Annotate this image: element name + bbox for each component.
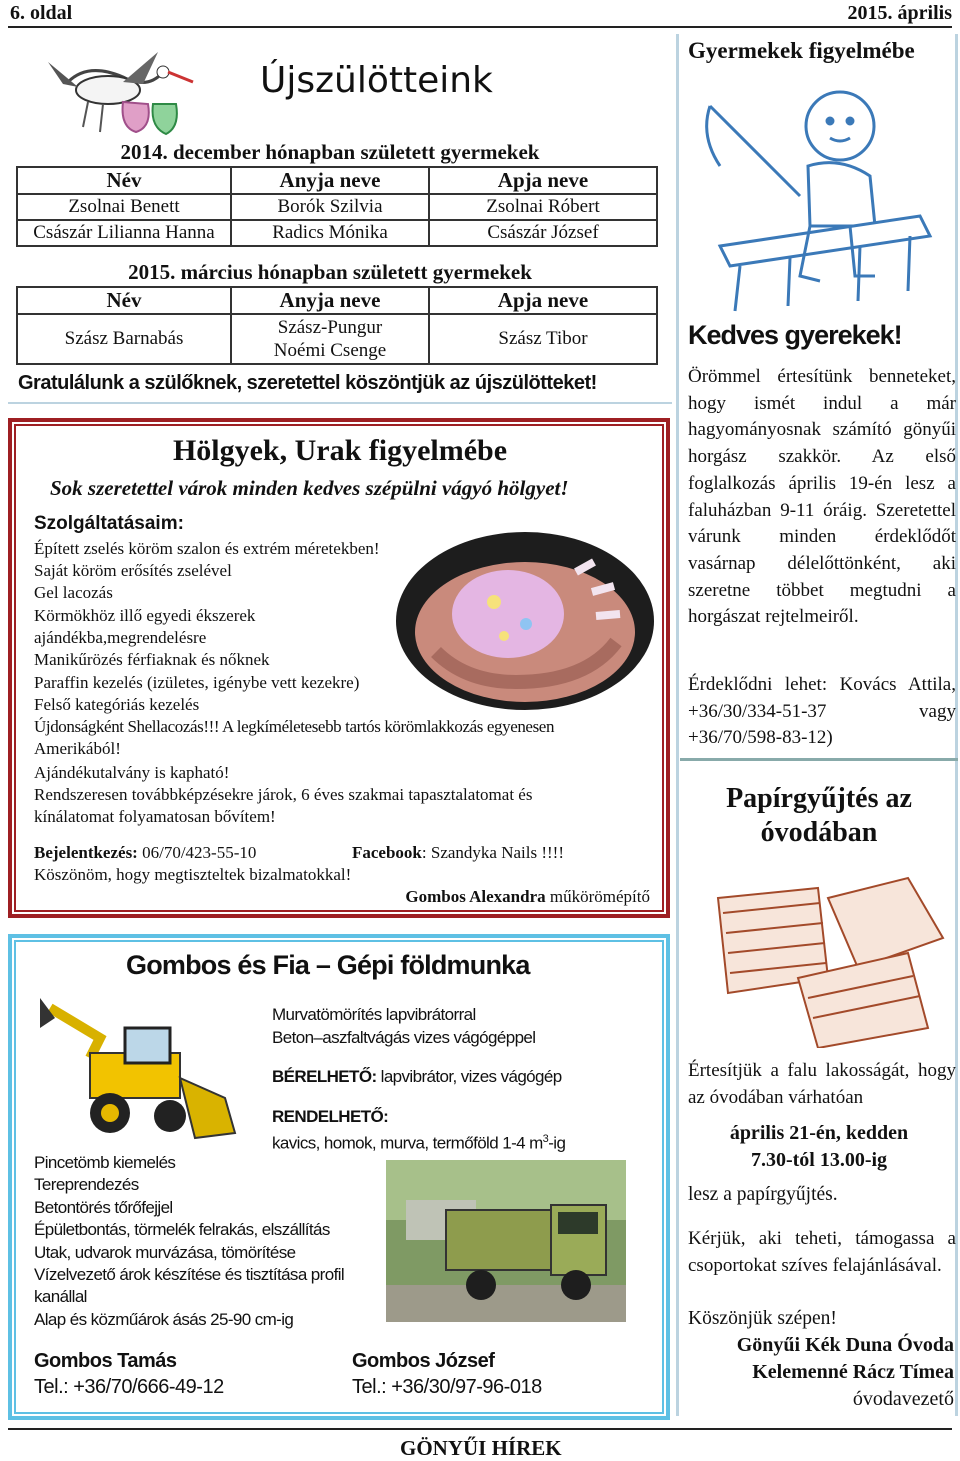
service-line: Saját köröm erősítés zselével — [34, 561, 232, 580]
newspaper-name: GÖNYŰI HÍREK — [400, 1436, 562, 1460]
truck-photo — [386, 1160, 626, 1322]
ladies-title: Hölgyek, Urak figyelmébe — [172, 434, 508, 467]
issue-date: 2015. április — [847, 2, 952, 24]
service-line: Gel lacozás — [34, 583, 113, 602]
service-line: Körmökhöz illő egyedi ékszerek — [34, 606, 256, 625]
nail-photo — [396, 532, 654, 710]
excavation-title: Gombos és Fia – Gépi földmunka — [126, 950, 530, 980]
service-line: Épületbontás, törmelék felrakás, elszállítás — [34, 1220, 330, 1239]
congratulations-text: Gratulálunk a szülőknek, szeretettel köszöntjük az újszülötteket! — [18, 372, 597, 394]
rent-value: lapvibrátor, vizes vágógép — [376, 1067, 562, 1086]
column-header: Anyja neve — [231, 167, 429, 194]
paper-role: óvodavezető — [852, 1388, 954, 1410]
section-divider — [8, 402, 672, 404]
paper-org: Gönyűi Kék Duna Óvoda — [736, 1334, 954, 1356]
section-divider — [680, 758, 958, 761]
booking-line — [34, 842, 256, 864]
service-line: kanállal — [34, 1287, 87, 1306]
paper-date — [680, 1120, 958, 1174]
paper-title-line: Papírgyűjtés az — [726, 783, 912, 814]
table-cell: Császár Lilianna Hanna — [17, 220, 231, 246]
service-line: Alap és közműárok ásás 25-90 cm-ig — [34, 1310, 294, 1329]
table-cell: Szász Barnabás — [17, 314, 231, 364]
order-label: RENDELHETŐ: — [272, 1107, 389, 1126]
table-cell: Zsolnai Róbert — [429, 194, 657, 220]
paper-request: Kérjük, aki teheti, támogassa a csoportokat szíves felajánlásával. — [688, 1228, 956, 1276]
footer-rule — [8, 1428, 952, 1430]
mother-name-line: Szász-Pungur — [277, 317, 383, 338]
facebook-label: Facebook — [352, 843, 422, 862]
table-row — [17, 220, 657, 246]
paper-date-line: 7.30-tól 13.00-ig — [750, 1149, 888, 1171]
facebook-line — [352, 842, 564, 864]
service-line: Ajándékutalvány is kapható! — [34, 763, 230, 782]
column-header: Apja neve — [429, 287, 657, 314]
service-line: Betontörés tőrőfejjel — [34, 1198, 173, 1217]
births-title: Újszülötteink — [260, 60, 493, 101]
service-line: Murvatömörítés lapvibrátorral — [272, 1005, 476, 1024]
booking-label: Bejelentkezés: — [34, 843, 138, 862]
service-line: Rendszeresen továbbképzésekre járok, 6 éves szakmai tapasztalatomat és — [34, 785, 533, 804]
service-line: Paraffin kezelés (izületes, igénybe vett kezekre) — [34, 673, 360, 692]
march-births-table — [16, 286, 658, 365]
order-tail: -ig — [548, 1133, 566, 1153]
december-heading: 2014. december hónapban született gyermekek — [120, 140, 540, 164]
contact1-phone: Tel.: +36/70/666-49-12 — [34, 1376, 224, 1398]
table-cell: Szász Tibor — [429, 314, 657, 364]
service-line: Épített zselés köröm szalon és extrém méretekben! — [34, 539, 380, 558]
kids-contact: Érdeklődni lehet: Kovács Attila, +36/30/334-51-37 vagy +36/70/598-83-12) — [688, 674, 956, 749]
column-header: Név — [17, 167, 231, 194]
header-rule — [8, 26, 952, 28]
paper-intro: Értesítjük a falu lakosságát, hogy az óvodában várhatóan — [688, 1060, 956, 1108]
contact2-name: Gombos József — [352, 1350, 495, 1372]
kids-heading: Kedves gyerekek! — [688, 320, 902, 350]
contact1-name: Gombos Tamás — [34, 1350, 177, 1372]
thanks-line: Köszönöm, hogy megtiszteltek bizalmatokkal! — [34, 865, 352, 884]
kids-body: Örömmel értesítünk benneteket, hogy ismét indul a már hagyományosnak számító gönyűi horgász szakkör. Az első foglalkozás április 19-én lesz a faluházban 9-11 óráig. Szeretettel várunk minden érdeklődőt vasárnap délelőttönként, aki szeretne többet megtudni a horgászat rejtelmeiről. — [688, 366, 956, 628]
facebook-value: : Szandyka Nails !!!! — [421, 843, 564, 862]
service-line: kínálatomat folyamatosan bővítem! — [34, 807, 276, 826]
paper-person: Kelemenné Rácz Tímea — [752, 1361, 954, 1383]
paper-title-line: óvodában — [760, 817, 878, 848]
order-line — [272, 1128, 565, 1155]
service-line: Manikűrözés férfiaknak és nőknek — [34, 650, 270, 669]
contact2-phone: Tel.: +36/30/97-96-018 — [352, 1376, 542, 1398]
service-line: Amerikából! — [34, 739, 121, 758]
backhoe-loader-image — [30, 998, 240, 1148]
services-label: Szolgáltatásaim: — [34, 513, 184, 534]
booking-phone: 06/70/423-55-10 — [137, 843, 257, 862]
rent-label: BÉRELHETŐ: — [272, 1067, 377, 1086]
paper-date-line: április 21-én, kedden — [729, 1122, 909, 1144]
service-line: Utak, udvarok murvázása, tömörítése — [34, 1243, 296, 1262]
service-line: ajándékba,megrendelésre — [34, 628, 207, 647]
signature-name: Gombos Alexandra — [405, 887, 546, 906]
service-line: Tereprendezés — [34, 1175, 139, 1194]
ladies-subtitle: Sok szeretettel várok minden kedves szépülni vágyó hölgyet! — [50, 476, 569, 500]
service-line: Felső kategóriás kezelés — [34, 695, 200, 714]
column-header: Anyja neve — [231, 287, 429, 314]
table-cell: Borók Szilvia — [231, 194, 429, 220]
service-line: Újdonságként Shellacozás!!! A legkíméletesebb tartós körömlakkozás egyenesen — [34, 717, 555, 736]
table-row — [17, 194, 657, 220]
table-cell: Radics Mónika — [231, 220, 429, 246]
order-superscript: 3 — [542, 1133, 549, 1145]
table-cell: Zsolnai Benett — [17, 194, 231, 220]
signature-role: műkörömépítő — [545, 887, 650, 906]
table-header-row — [17, 167, 657, 194]
table-header-row — [17, 287, 657, 314]
column-header: Név — [17, 287, 231, 314]
march-heading: 2015. március hónapban született gyermekek — [128, 260, 532, 284]
fishing-boy-illustration — [690, 76, 952, 316]
december-births-table — [16, 166, 658, 247]
mother-name-line: Noémi Csenge — [273, 340, 387, 361]
paper-thanks: Köszönjük szépen! — [688, 1308, 837, 1329]
table-cell — [231, 314, 429, 364]
order-value: kavics, homok, murva, termőföld 1-4 m — [272, 1133, 543, 1153]
column-header: Apja neve — [429, 167, 657, 194]
table-cell: Császár József — [429, 220, 657, 246]
paper-after: lesz a papírgyűjtés. — [688, 1184, 838, 1205]
rent-line — [272, 1066, 562, 1089]
signature-line — [405, 886, 650, 908]
kids-title: Gyermekek figyelmébe — [688, 38, 915, 63]
service-line: Vízelvezető árok készítése és tisztítása profil — [34, 1265, 345, 1284]
table-row — [17, 314, 657, 364]
service-line: Pincetömb kiemelés — [34, 1153, 176, 1172]
paper-title — [680, 782, 958, 850]
paper-stack-illustration — [708, 858, 948, 1048]
stork-illustration — [28, 42, 198, 142]
service-line: Beton–aszfaltvágás vizes vágógéppel — [272, 1028, 536, 1047]
page-number: 6. oldal — [10, 2, 73, 24]
